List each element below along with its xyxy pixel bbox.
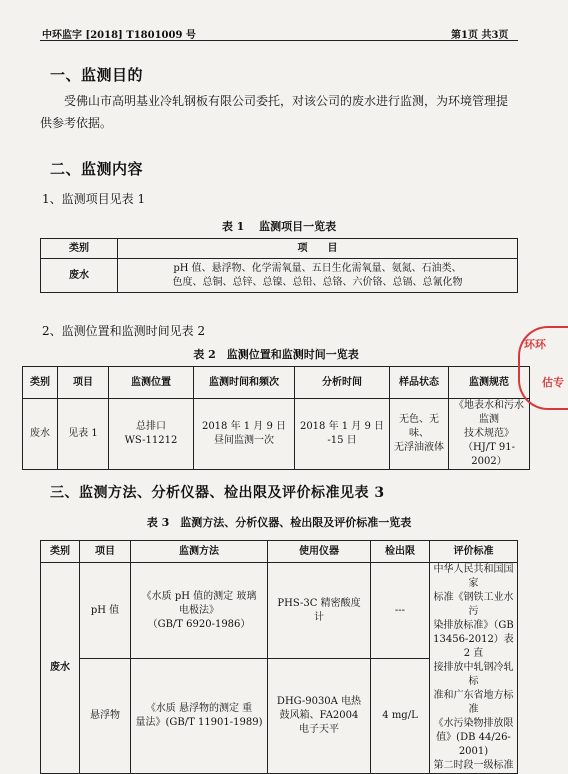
table3-standard-line8: 值》(DB 44/26-2001)	[436, 732, 511, 757]
table3-header-item: 项目	[80, 541, 131, 563]
table3-row1-method	[131, 563, 268, 659]
table2-analysis-line2: -15 日	[327, 435, 357, 446]
table3	[40, 540, 518, 774]
table2-cell-sample	[390, 399, 449, 470]
table2-cell-spec	[449, 399, 530, 470]
table3-header-limit: 检出限	[371, 541, 430, 563]
section1-title: 一、监测目的	[50, 66, 144, 84]
table3-row1-instrument-line2: 计	[314, 611, 324, 623]
official-seal-stamp	[518, 326, 568, 410]
table3-row1-limit: ---	[371, 563, 430, 659]
table1-cell-items	[118, 259, 518, 293]
table3-standard-line1: 中华人民共和国国家	[433, 564, 514, 589]
table2-cell-time	[194, 399, 295, 470]
table2-header-spec: 监测规范	[449, 367, 530, 399]
table3-row2-instrument	[268, 659, 371, 774]
table3-row1-instrument	[268, 563, 371, 659]
table3-standard-line2: 标准《钢铁工业水污	[433, 592, 514, 617]
table2-sample-line2: 无浮油液体	[394, 442, 444, 453]
table3-header-method: 监测方法	[131, 541, 268, 563]
table3-row2-method-line1: 《水质 悬浮物的测定 重	[145, 703, 253, 715]
table1-cell-category: 废水	[41, 259, 118, 293]
table2-header-category: 类别	[23, 367, 58, 399]
table3-row1-method-line3: （GB/T 6920-1986）	[147, 618, 251, 630]
item2-text: 2、监测位置和监测时间见表 2	[42, 324, 206, 338]
seal-text-top: 环环	[524, 338, 546, 351]
table3-row2-method-line2: 量法》(GB/T 11901-1989)	[135, 717, 263, 729]
table3-row2-instrument-line3: 电子天平	[299, 724, 339, 736]
table2-caption: 表 2 监测位置和监测时间一览表	[193, 348, 359, 361]
table1	[40, 238, 518, 293]
table3-row2-instrument-line2: 鼓风箱、FA2004	[279, 710, 359, 722]
table3-cell-standard	[430, 563, 518, 774]
page-indicator: 第1页 共3页	[451, 30, 509, 41]
table2-cell-category: 废水	[23, 399, 58, 470]
table2-spec-line1: 《地表水和污水监测	[454, 400, 524, 425]
table2-header-time: 监测时间和频次	[194, 367, 295, 399]
table3-row1-method-line1: 《水质 pH 值的测定 玻璃	[141, 590, 257, 602]
table3-standard-line4: 13456-2012）表 2 直	[433, 634, 514, 659]
table3-standard-line3: 染排放标准》（GB	[433, 620, 514, 631]
table3-row2-method	[131, 659, 268, 774]
section3-title: 三、监测方法、分析仪器、检出限及评价标准见表 3	[50, 485, 385, 501]
section1-paragraph-cont: 供参考依据。	[40, 116, 113, 130]
table2-cell-item: 见表 1	[58, 399, 109, 470]
table2-time-line1: 2018 年 1 月 9 日	[201, 421, 287, 432]
table3-standard-line6: 准和广东省地方标准	[433, 690, 514, 715]
table1-header-category: 类别	[41, 239, 118, 259]
table3-row1-item: pH 值	[80, 563, 131, 659]
table3-row2-item: 悬浮物	[80, 659, 131, 774]
table3-standard-line9: 第二时段一级标准	[433, 760, 514, 771]
table1-items-line2: 色度、总铜、总锌、总镍、总铅、总铬、六价铬、总镉、总氰化物	[172, 276, 463, 288]
table1-items-line1: pH 值、悬浮物、化学需氧量、五日生化需氧量、氨氮、石油类、	[173, 262, 462, 274]
section1-paragraph: 受佛山市高明基业冷轧钢板有限公司委托，对该公司的废水进行监测，为环境管理提	[64, 94, 509, 108]
table2-header-item: 项目	[58, 367, 109, 399]
table2-cell-analysis	[295, 399, 390, 470]
table2-time-line2: 昼间监测一次	[214, 435, 274, 446]
document-number: 中环监字 [2018] T1801009 号	[42, 30, 196, 41]
table2-location-line1: 总排口	[136, 421, 166, 432]
table2-cell-location	[109, 399, 194, 470]
item1-text: 1、监测项目见表 1	[42, 192, 146, 206]
header-rule	[40, 40, 518, 41]
table3-row1-method-line2: 电极法》	[179, 604, 219, 616]
table3-row2-instrument-line1: DHG-9030A 电热	[276, 696, 362, 708]
table1-header-items: 项 目	[118, 239, 518, 259]
table2-header-sample: 样品状态	[390, 367, 449, 399]
table3-header-category: 类别	[41, 541, 80, 563]
table3-standard-line5: 接排放中轧钢冷轧标	[433, 662, 514, 687]
table3-cell-category: 废水	[41, 563, 80, 774]
table3-header-standard: 评价标准	[430, 541, 518, 563]
table2-analysis-line1: 2018 年 1 月 9 日	[299, 421, 385, 432]
table2-header-location: 监测位置	[109, 367, 194, 399]
table2-header-analysis: 分析时间	[295, 367, 390, 399]
table2-spec-line3: （HJ/T 91-2002）	[462, 442, 516, 467]
seal-text-bottom: 估专	[542, 376, 564, 389]
section2-title: 二、监测内容	[50, 160, 144, 178]
table1-caption: 表 1 监测项目一览表	[221, 220, 337, 233]
table2-location-line2: WS-11212	[124, 435, 178, 446]
table3-row2-limit: 4 mg/L	[371, 659, 430, 774]
table2-spec-line2: 技术规范》	[464, 428, 514, 439]
table3-row1-instrument-line1: PHS-3C 精密酸度	[277, 597, 361, 609]
table2	[22, 366, 530, 470]
table2-sample-line1: 无色、无味、	[399, 414, 439, 439]
table3-header-instrument: 使用仪器	[268, 541, 371, 563]
table3-caption: 表 3 监测方法、分析仪器、检出限及评价标准一览表	[146, 516, 412, 529]
table3-standard-line7: 《水污染物排放限	[433, 718, 514, 729]
